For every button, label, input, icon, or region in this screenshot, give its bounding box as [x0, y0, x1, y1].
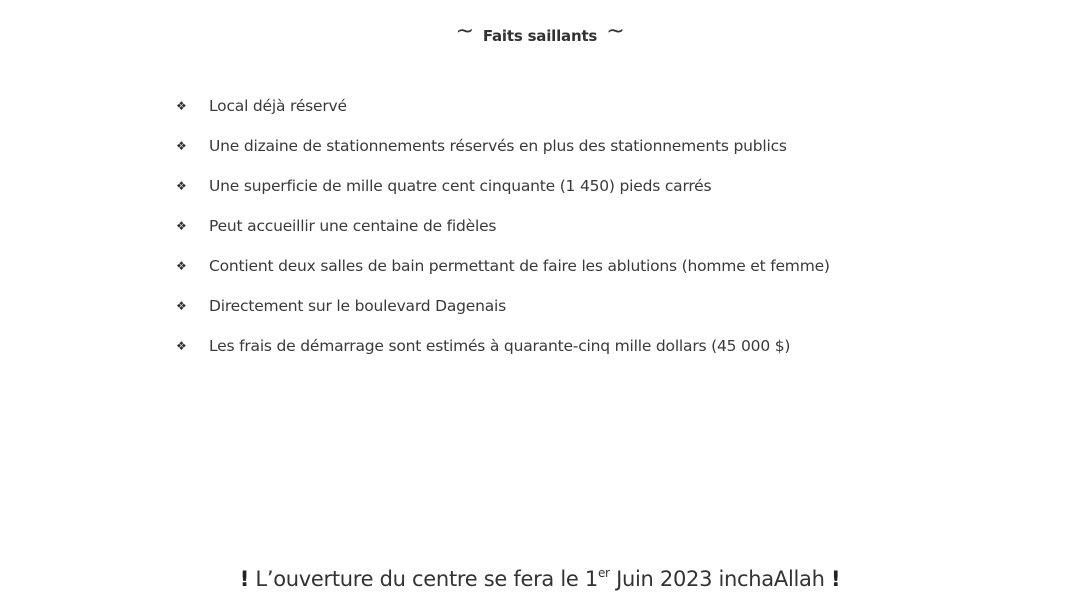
opening-announcement — [0, 566, 1080, 591]
diamond-bullet-icon: ❖ — [176, 99, 187, 113]
diamond-bullet-icon: ❖ — [176, 259, 187, 273]
diamond-bullet-icon: ❖ — [176, 179, 187, 193]
tilde-right-decoration: ~ — [606, 19, 625, 44]
list-item — [176, 86, 830, 126]
diamond-bullet-icon: ❖ — [176, 339, 187, 353]
list-item — [176, 286, 830, 326]
list-item-text: Une dizaine de stationnements réservés en plus des stationnements publics — [209, 137, 787, 155]
list-item-text: Une superficie de mille quatre cent cinquante (1 450) pieds carrés — [209, 177, 712, 195]
list-item-text: Les frais de démarrage sont estimés à quarante-cinq mille dollars (45 000 $) — [209, 337, 791, 355]
diamond-bullet-icon: ❖ — [176, 139, 187, 153]
exclamation-right: ! — [830, 567, 841, 591]
list-item — [176, 126, 830, 166]
ordinal-superscript: er — [597, 566, 610, 580]
section-title — [0, 19, 1080, 47]
announcement-text-end: Juin 2023 inchaAllah — [609, 567, 831, 591]
list-item-text: Local déjà réservé — [209, 97, 347, 115]
exclamation-left: ! — [239, 567, 250, 591]
list-item-text: Contient deux salles de bain permettant de faire les ablutions (homme et femme) — [209, 257, 830, 275]
list-item — [176, 326, 830, 366]
list-item — [176, 206, 830, 246]
highlights-list — [176, 86, 830, 366]
list-item — [176, 246, 830, 286]
section-title-text: Faits saillants — [482, 27, 598, 45]
diamond-bullet-icon: ❖ — [176, 219, 187, 233]
diamond-bullet-icon: ❖ — [176, 299, 187, 313]
announcement-text-start: L’ouverture du centre se fera le 1 — [255, 567, 598, 591]
list-item-text: Peut accueillir une centaine de fidèles — [209, 217, 497, 235]
list-item-text: Directement sur le boulevard Dagenais — [209, 297, 507, 315]
list-item — [176, 166, 830, 206]
tilde-left-decoration: ~ — [455, 19, 474, 44]
